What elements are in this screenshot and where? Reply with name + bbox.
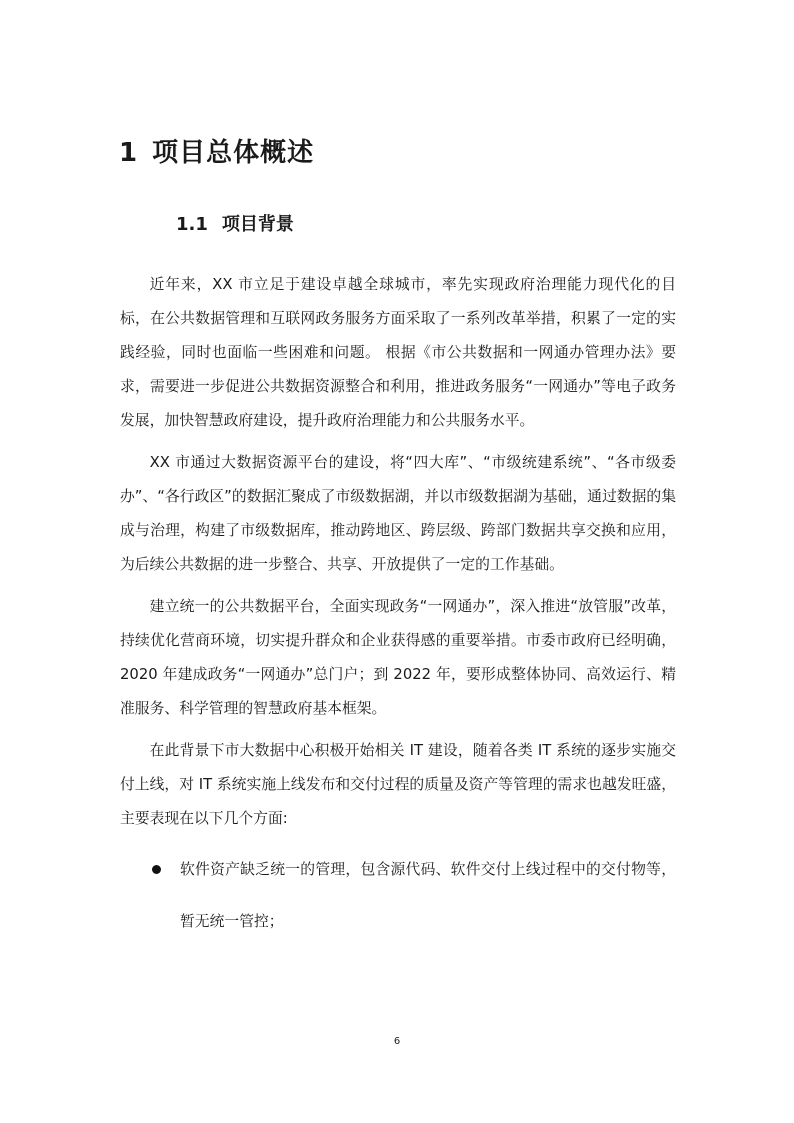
- heading-2-title: 项目背景: [221, 214, 294, 235]
- paragraph-2: XX 市通过大数据资源平台的建设，将“四大库”、“市级统建系统”、“各市级委办”、“各行政区”的数据汇聚成了市级数据湖，并以市级数据湖为基础，通过数据的集成与治理，构建了市级数据库，推动跨地区、跨层级、跨部门数据共享交换和应用，为后续公共数据的进一步整合、共享、开放提供了一定的工作基础。: [120, 454, 676, 573]
- paragraph-1: 近年来，XX 市立足于建设卓越全球城市，率先实现政府治理能力现代化的目标，在公共数据管理和互联网政务服务方面采取了一系列改革举措，积累了一定的实践经验，同时也面临一些困难和问题。 根据《市公共数据和一网通办管理办法》要求，需要进一步促进公共数据资源整合和利用，推进政务服务“一网通办”等电子政务发展，加快智慧政府建设，提升政府治理能力和公共服务水平。: [120, 276, 676, 429]
- heading-1-title: 项目总体概述: [152, 138, 315, 168]
- bullet-item: [120, 844, 676, 948]
- bullet-text: 软件资产缺乏统一的管理，包含源代码、软件交付上线过程中的交付物等，暂无统一管控；: [180, 861, 676, 930]
- heading-2-number: 1.1: [176, 214, 208, 235]
- heading-1-number: 1: [119, 138, 139, 168]
- heading-1: [119, 136, 314, 170]
- body-content: [120, 268, 676, 948]
- heading-2: [176, 213, 294, 237]
- paragraph-4: 在此背景下市大数据中心积极开始相关 IT 建设，随着各类 IT 系统的逐步实施交付上线，对 IT 系统实施上线发布和交付过程的质量及资产等管理的需求也越发旺盛，主要表现在以下几个方面:: [120, 742, 676, 827]
- bullet-dot-icon: [152, 865, 161, 874]
- page-number: 6: [393, 1036, 401, 1047]
- paragraph-3: 建立统一的公共数据平台，全面实现政务“一网通办”，深入推进“放管服”改革，持续优化营商环境，切实提升群众和企业获得感的重要举措。市委市政府已经明确，2020 年建成政务“一网通办”总门户；到 2022 年，要形成整体协同、高效运行、精准服务、科学管理的智慧政府基本框架。: [120, 598, 676, 717]
